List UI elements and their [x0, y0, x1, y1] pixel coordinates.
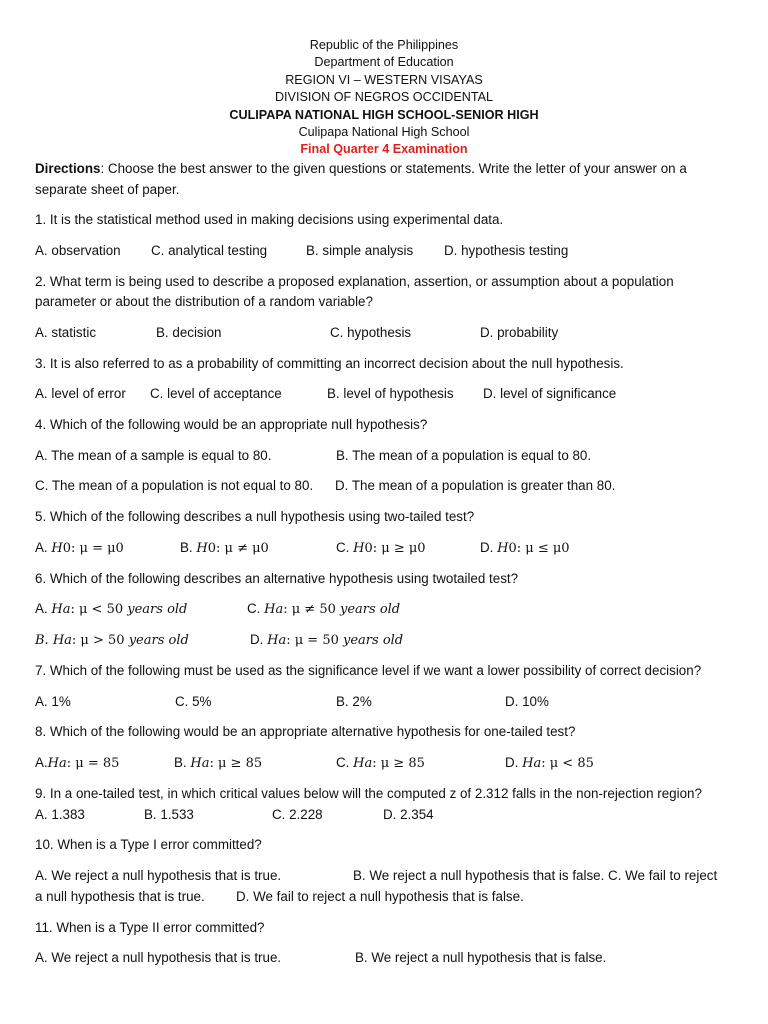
- question-6: 6. Which of the following describes an alternative hypothesis using twotailed test?: [35, 571, 519, 586]
- header-school-bold: CULIPAPA NATIONAL HIGH SCHOOL-SENIOR HIGH: [229, 107, 539, 122]
- q1-option-c: C. analytical testing: [151, 243, 268, 258]
- math-expr: : μ < 50: [70, 602, 128, 617]
- math-symbol: Ha: [47, 756, 67, 771]
- q2-option-c: C. hypothesis: [330, 325, 412, 340]
- question-5: 5. Which of the following describes a null hypothesis using two-tailed test?: [35, 509, 475, 524]
- q7-option-b: B. 2%: [336, 694, 372, 709]
- option-letter: A.: [35, 601, 52, 616]
- header-school: Culipapa National High School: [298, 125, 470, 140]
- math-expr: : μ = 50: [286, 633, 344, 648]
- q11-option-a: A. We reject a null hypothesis that is true.: [35, 950, 282, 965]
- math-expr: : μ < 85: [541, 756, 594, 771]
- q9-option-a: A. 1.383: [35, 807, 85, 822]
- directions-label: Directions: [35, 161, 101, 176]
- question-1: 1. It is the statistical method used in making decisions using experimental data.: [35, 212, 504, 227]
- math-expr: : μ ≠ 50: [283, 602, 341, 617]
- q10-option-c-cont: a null hypothesis that is true.: [35, 889, 205, 904]
- q4-option-a: A. The mean of a sample is equal to 80.: [35, 448, 272, 463]
- q1-option-a: A. observation: [35, 243, 121, 258]
- math-symbol: Ha: [190, 756, 210, 771]
- exam-title: Final Quarter 4 Examination: [300, 142, 468, 157]
- math-symbol: Ha: [264, 602, 284, 617]
- directions-text-1: : Choose the best answer to the given questions or statements. Write the letter of your answer on a: [100, 161, 687, 176]
- math-unit: years old: [343, 633, 404, 648]
- question-11: 11. When is a Type II error committed?: [35, 920, 265, 935]
- question-10: 10. When is a Type I error committed?: [35, 837, 262, 852]
- q4-option-b: B. The mean of a population is equal to 80.: [336, 448, 592, 463]
- q2-option-b: B. decision: [156, 325, 222, 340]
- q4-option-d: D. The mean of a population is greater than 80.: [335, 478, 616, 493]
- header-region: REGION VI – WESTERN VISAYAS: [285, 72, 483, 87]
- q3-option-b: B. level of hypothesis: [327, 386, 454, 401]
- option-letter: B.: [180, 540, 197, 555]
- q9-option-c: C. 2.228: [272, 807, 323, 822]
- math-symbol: H: [353, 541, 365, 556]
- math-symbol: Ha: [267, 633, 287, 648]
- q8-option-a: [35, 754, 119, 772]
- q1-option-d: D. hypothesis testing: [444, 243, 569, 258]
- q10-option-a: A. We reject a null hypothesis that is true.: [35, 868, 282, 883]
- q9-option-b: B. 1.533: [144, 807, 194, 822]
- question-9: 9. In a one-tailed test, in which critical values below will the computed z of 2.312 falls in the non-rejection region?: [35, 786, 702, 801]
- option-letter: D.: [480, 540, 498, 555]
- q10-option-b-c: B. We reject a null hypothesis that is false. C. We fail to reject: [353, 868, 718, 883]
- q3-option-d: D. level of significance: [483, 386, 617, 401]
- math-symbol: Ha: [522, 756, 542, 771]
- q7-option-c: C. 5%: [175, 694, 212, 709]
- q8-option-c: [336, 754, 425, 772]
- q2-option-d: D. probability: [480, 325, 559, 340]
- q3-option-c: C. level of acceptance: [150, 386, 282, 401]
- q8-option-b: [174, 754, 262, 772]
- question-8: 8. Which of the following would be an appropriate alternative hypothesis for one-tailed test?: [35, 724, 576, 739]
- question-2-line-1: 2. What term is being used to describe a proposed explanation, assertion, or assumption about a population: [35, 274, 674, 289]
- q2-option-a: A. statistic: [35, 325, 97, 340]
- question-2-line-2: parameter or about the distribution of a random variable?: [35, 294, 373, 309]
- directions-text-2: separate sheet of paper.: [35, 182, 180, 197]
- math-expr: 0: μ = μ0: [62, 541, 124, 556]
- q7-option-d: D. 10%: [505, 694, 549, 709]
- header-division: DIVISION OF NEGROS OCCIDENTAL: [274, 90, 494, 105]
- q1-option-b: B. simple analysis: [306, 243, 414, 258]
- math-symbol: Ha: [353, 756, 373, 771]
- q5-option-d: [480, 539, 570, 557]
- option-letter: D.: [505, 755, 523, 770]
- q6-option-c: [247, 600, 400, 618]
- option-letter: C.: [336, 755, 354, 770]
- question-7: 7. Which of the following must be used as the significance level if we want a lower possibility of correct decision?: [35, 663, 702, 678]
- math-expr: : μ > 50: [71, 633, 129, 648]
- document-header: [0, 37, 768, 159]
- math-expr: 0: μ ≠ μ0: [207, 541, 269, 556]
- math-expr: 0: μ ≥ μ0: [364, 541, 426, 556]
- math-expr: : μ ≥ 85: [209, 756, 263, 771]
- directions-line-1: [35, 160, 687, 177]
- math-symbol: H: [497, 541, 509, 556]
- math-symbol: B. Ha: [35, 633, 72, 648]
- q8-option-d: [505, 754, 594, 772]
- math-expr: : μ ≥ 85: [372, 756, 425, 771]
- q5-option-b: [180, 539, 269, 557]
- question-4: 4. Which of the following would be an appropriate null hypothesis?: [35, 417, 428, 432]
- option-letter: B.: [174, 755, 191, 770]
- q11-option-b: B. We reject a null hypothesis that is false.: [355, 950, 607, 965]
- q6-option-d: [250, 631, 403, 649]
- math-symbol: H: [196, 541, 208, 556]
- math-symbol: Ha: [51, 602, 71, 617]
- q6-option-a: [35, 600, 187, 618]
- q10-option-d: D. We fail to reject a null hypothesis that is false.: [236, 889, 524, 904]
- option-letter: A.: [35, 755, 48, 770]
- q3-option-a: A. level of error: [35, 386, 126, 401]
- option-letter: C.: [336, 540, 354, 555]
- math-symbol: H: [51, 541, 63, 556]
- option-letter: D.: [250, 632, 268, 647]
- math-expr: : μ = 85: [66, 756, 120, 771]
- math-expr: 0: μ ≤ μ0: [508, 541, 570, 556]
- q5-option-c: [336, 539, 426, 557]
- question-3: 3. It is also referred to as a probability of committing an incorrect decision about the null hypothesis.: [35, 356, 624, 371]
- header-department: Department of Education: [314, 55, 454, 70]
- q4-option-c: C. The mean of a population is not equal to 80.: [35, 478, 314, 493]
- q6-option-b: [35, 631, 189, 649]
- math-unit: years old: [340, 602, 401, 617]
- option-letter: A.: [35, 540, 52, 555]
- q5-option-a: [35, 539, 124, 557]
- math-unit: years old: [127, 602, 188, 617]
- header-republic: Republic of the Philippines: [309, 38, 459, 52]
- math-unit: years old: [128, 633, 189, 648]
- q7-option-a: A. 1%: [35, 694, 71, 709]
- q9-option-d: D. 2.354: [383, 807, 434, 822]
- option-letter: C.: [247, 601, 265, 616]
